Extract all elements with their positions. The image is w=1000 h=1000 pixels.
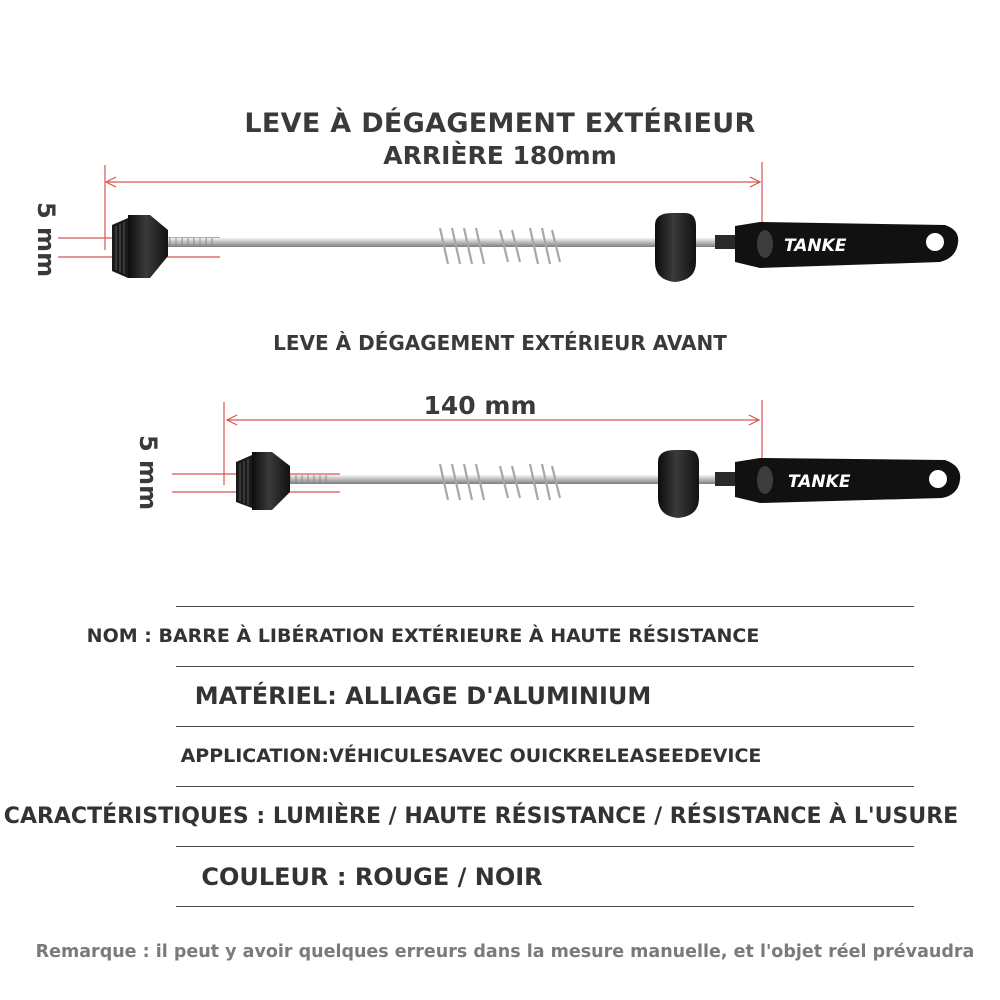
rear-brand-mark: TANKE bbox=[784, 236, 847, 256]
front-skewer-heading: LEVE À DÉGAGEMENT EXTÉRIEUR AVANT bbox=[273, 331, 727, 355]
spec-name: NOM : BARRE À LIBÉRATION EXTÉRIEURE À HAUTE RÉSISTANCE bbox=[86, 625, 760, 647]
measurement-note: Remarque : il peut y avoir quelques erreurs dans la mesure manuelle, et l'objet réel prévaudra bbox=[35, 942, 975, 962]
spec-divider bbox=[176, 666, 914, 667]
rear-skewer-heading-line2: ARRIÈRE 180mm bbox=[383, 141, 617, 170]
front-brand-mark: TANKE bbox=[788, 472, 851, 492]
spec-application: APPLICATION:VÉHICULESAVEC OUICKRELEASEEDEVICE bbox=[180, 745, 762, 767]
spec-divider bbox=[176, 906, 914, 907]
rear-thread-size-label: 5 mm bbox=[32, 202, 60, 278]
spec-material: MATÉRIEL: ALLIAGE D'ALUMINIUM bbox=[194, 682, 652, 710]
front-length-label: 140 mm bbox=[423, 391, 537, 420]
spec-divider bbox=[176, 786, 914, 787]
spec-divider bbox=[176, 606, 914, 607]
rear-skewer-heading-line1: LEVE À DÉGAGEMENT EXTÉRIEUR bbox=[244, 108, 756, 139]
front-thread-size-label: 5 mm bbox=[134, 435, 162, 511]
rear-skewer bbox=[112, 213, 958, 282]
spec-divider bbox=[176, 846, 914, 847]
spec-divider bbox=[176, 726, 914, 727]
spec-color: COULEUR : ROUGE / NOIR bbox=[201, 863, 543, 891]
front-skewer bbox=[236, 450, 960, 518]
spec-features: CARACTÉRISTIQUES : LUMIÈRE / HAUTE RÉSISTANCE / RÉSISTANCE À L'USURE bbox=[3, 804, 959, 829]
